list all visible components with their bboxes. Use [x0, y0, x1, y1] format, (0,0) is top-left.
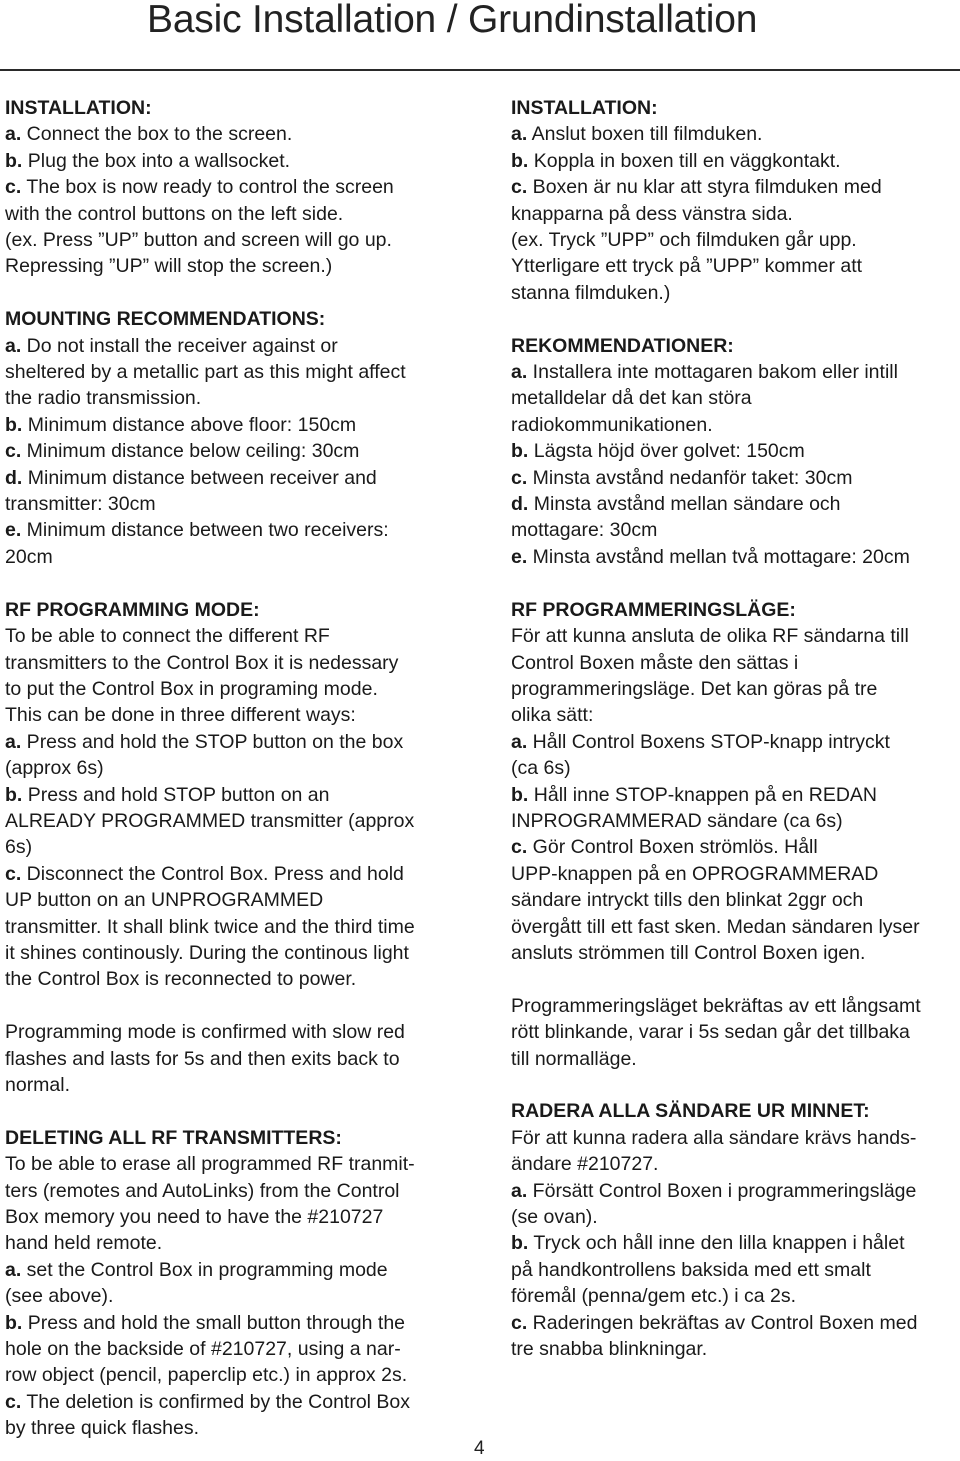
text-line: Programming mode is confirmed with slow red — [5, 1021, 405, 1044]
text-line: a. Press and hold the STOP button on the box — [5, 730, 404, 753]
list-marker: b. — [511, 1232, 529, 1255]
text-line: a. set the Control Box in programming mode — [5, 1258, 388, 1281]
text-line: sheltered by a metallic part as this might affect — [5, 361, 406, 384]
text-line: UP button on an UNPROGRAMMED — [5, 889, 324, 912]
text-line: a. Do not install the receiver against or — [5, 334, 338, 357]
text-line: This can be done in three different ways: — [5, 704, 356, 727]
text-line: a. Anslut boxen till filmduken. — [511, 123, 763, 146]
list-marker: a. — [5, 334, 22, 357]
text-line: Repressing ”UP” will stop the screen.) — [5, 255, 333, 278]
text-line: c. Gör Control Boxen strömlös. Håll — [511, 836, 818, 859]
text-line: ters (remotes and AutoLinks) from the Control — [5, 1179, 400, 1202]
section-heading: INSTALLATION: — [5, 97, 152, 119]
list-marker: c. — [511, 836, 528, 859]
text-line: 20cm — [5, 545, 53, 568]
text-line: transmitters to the Control Box it is nedessary — [5, 651, 399, 674]
text-line: (see above). — [5, 1285, 114, 1308]
list-marker: c. — [5, 176, 22, 199]
list-marker: a. — [511, 123, 528, 146]
text-line: För att kunna radera alla sändare krävs hands- — [511, 1126, 917, 1149]
text-line: b. Plug the box into a wallsocket. — [5, 149, 291, 172]
section-heading: INSTALLATION: — [511, 97, 658, 119]
text-line: föremål (penna/gem etc.) i ca 2s. — [511, 1285, 797, 1308]
text-line: b. Tryck och håll inne den lilla knappen i hålet — [511, 1232, 905, 1255]
list-marker: b. — [511, 149, 529, 172]
text-line: hole on the backside of #210727, using a nar- — [5, 1338, 401, 1361]
text-line: transmitter. It shall blink twice and the third time — [5, 915, 415, 938]
text-line: programmeringsläge. Det kan göras på tre — [511, 677, 878, 700]
text-line: To be able to erase all programmed RF tranmit- — [5, 1153, 415, 1176]
list-marker: c. — [511, 466, 528, 489]
text-line: (se ovan). — [511, 1206, 598, 1228]
text-line: c. Disconnect the Control Box. Press and hold — [5, 862, 404, 885]
text-line: a. Håll Control Boxens STOP-knapp intryckt — [511, 730, 890, 753]
section-heading: RF PROGRAMMING MODE: — [5, 598, 260, 621]
list-marker: d. — [511, 493, 529, 516]
text-line: b. Koppla in boxen till en väggkontakt. — [511, 149, 841, 172]
section-heading: DELETING ALL RF TRANSMITTERS: — [5, 1126, 342, 1149]
text-line: hand held remote. — [5, 1232, 163, 1255]
mounting-section-en — [5, 306, 460, 570]
list-marker: a. — [511, 1179, 528, 1202]
page-number: 4 — [474, 1438, 485, 1459]
section-heading: RADERA ALLA SÄNDARE UR MINNET: — [511, 1100, 870, 1123]
section-heading: RF PROGRAMMERINGSLÄGE: — [511, 598, 796, 621]
text-line: knapparna på dess vänstra sida. — [511, 202, 793, 225]
list-marker: a. — [5, 730, 22, 753]
text-line: row object (pencil, paperclip etc.) in approx 2s. — [5, 1364, 408, 1387]
text-line: the radio transmission. — [5, 387, 202, 410]
text-line: the Control Box is reconnected to power. — [5, 968, 357, 991]
text-line: till normalläge. — [511, 1047, 637, 1070]
list-marker: b. — [511, 440, 529, 463]
list-marker: b. — [5, 413, 23, 436]
list-marker: c. — [5, 862, 22, 885]
text-line: (approx 6s) — [5, 757, 104, 780]
list-marker: b. — [5, 783, 23, 806]
text-line: stanna filmduken.) — [511, 281, 671, 304]
rf-programming-section-sv — [511, 597, 958, 1072]
list-marker: b. — [5, 149, 23, 172]
text-line: INPROGRAMMERAD sändare (ca 6s) — [511, 809, 843, 832]
list-marker: a. — [511, 730, 528, 753]
text-line: by three quick flashes. — [5, 1417, 200, 1440]
list-marker: c. — [5, 440, 22, 463]
text-line: b. Press and hold the small button through the — [5, 1311, 406, 1334]
list-marker: a. — [5, 1258, 22, 1281]
installation-section-en — [5, 95, 460, 280]
text-line: e. Minsta avstånd mellan två mottagare: 20cm — [511, 545, 910, 568]
text-line: b. Lägsta höjd över golvet: 150cm — [511, 440, 805, 463]
text-line: c. Minimum distance below ceiling: 30cm — [5, 440, 360, 463]
list-marker: d. — [5, 466, 23, 489]
list-marker: a. — [5, 123, 22, 146]
text-line: radiokommunikationen. — [511, 413, 713, 436]
text-line: normal. — [5, 1073, 71, 1096]
text-line: a. Installera inte mottagaren bakom eller intill — [511, 361, 898, 384]
text-line: (ex. Press ”UP” button and screen will go up. — [5, 229, 392, 252]
text-line: (ex. Tryck ”UPP” och filmduken går upp. — [511, 229, 857, 252]
text-line: it shines continously. During the continous light — [5, 941, 409, 964]
text-line: rött blinkande, varar i 5s sedan går det tillbaka — [511, 1021, 910, 1044]
text-line: d. Minimum distance between receiver and — [5, 466, 377, 489]
text-line: mottagare: 30cm — [511, 519, 658, 542]
text-line: olika sätt: — [511, 704, 594, 727]
text-line: c. The deletion is confirmed by the Control Box — [5, 1390, 411, 1413]
text-line: a. Försätt Control Boxen i programmeringsläge — [511, 1179, 917, 1202]
list-marker: e. — [5, 519, 22, 542]
text-line: c. Raderingen bekräftas av Control Boxen med — [511, 1311, 918, 1334]
list-marker: b. — [511, 783, 529, 806]
text-line: ansluts strömmen till Control Boxen igen. — [511, 941, 866, 964]
text-line: To be able to connect the different RF — [5, 625, 330, 648]
section-heading: REKOMMENDATIONER: — [511, 334, 734, 357]
text-line: e. Minimum distance between two receivers: — [5, 519, 389, 542]
text-line: Control Boxen måste den sättas i — [511, 651, 799, 674]
recommendations-section-sv — [511, 333, 958, 571]
text-line: b. Minimum distance above floor: 150cm — [5, 413, 357, 436]
list-marker: c. — [511, 1311, 528, 1334]
text-line: a. Connect the box to the screen. — [5, 123, 293, 146]
text-line: d. Minsta avstånd mellan sändare och — [511, 493, 841, 516]
list-marker: c. — [511, 176, 528, 199]
text-line: sändare intryckt tills den blinkat 2ggr och — [511, 889, 864, 912]
text-line: c. Minsta avstånd nedanför taket: 30cm — [511, 466, 853, 489]
rf-programming-section-en — [5, 597, 460, 1099]
text-line: Ytterligare ett tryck på ”UPP” kommer att — [511, 255, 863, 278]
text-line: flashes and lasts for 5s and then exits back to — [5, 1047, 400, 1070]
text-line: tre snabba blinkningar. — [511, 1338, 708, 1361]
english-column — [5, 95, 460, 1442]
section-heading: MOUNTING RECOMMENDATIONS: — [5, 308, 326, 331]
text-line: UPP-knappen på en OPROGRAMMERAD — [511, 862, 879, 885]
deleting-section-en — [5, 1125, 460, 1442]
text-line: b. Håll inne STOP-knappen på en REDAN — [511, 783, 878, 806]
text-line: c. Boxen är nu klar att styra filmduken med — [511, 176, 882, 199]
text-line: ALREADY PROGRAMMED transmitter (approx — [5, 809, 415, 832]
text-line: (ca 6s) — [511, 757, 571, 780]
list-marker: b. — [5, 1311, 23, 1334]
text-line: c. The box is now ready to control the screen — [5, 176, 394, 199]
text-line: Programmeringsläget bekräftas av ett långsamt — [511, 994, 921, 1017]
text-line: to put the Control Box in programing mode. — [5, 677, 378, 700]
swedish-column — [511, 95, 958, 1362]
text-line: övergått till ett fast sken. Medan sändaren lyser — [511, 915, 920, 938]
text-line: with the control buttons on the left side. — [5, 202, 344, 225]
text-line: b. Press and hold STOP button on an — [5, 783, 330, 806]
deleting-section-sv — [511, 1098, 958, 1362]
text-line: Box memory you need to have the #210727 — [5, 1206, 384, 1228]
text-line: metalldelar då det kan störa — [511, 387, 752, 410]
page-title: Basic Installation / Grundinstallation — [147, 0, 758, 41]
list-marker: e. — [511, 545, 528, 568]
text-line: ändare #210727. — [511, 1153, 659, 1176]
text-line: transmitter: 30cm — [5, 493, 156, 516]
installation-section-sv — [511, 95, 958, 306]
title-divider — [0, 69, 960, 71]
text-line: För att kunna ansluta de olika RF sändarna till — [511, 625, 909, 648]
text-line: på handkontrollens baksida med ett smalt — [511, 1258, 871, 1281]
text-line: 6s) — [5, 836, 33, 859]
list-marker: a. — [511, 361, 528, 384]
list-marker: c. — [5, 1390, 22, 1413]
